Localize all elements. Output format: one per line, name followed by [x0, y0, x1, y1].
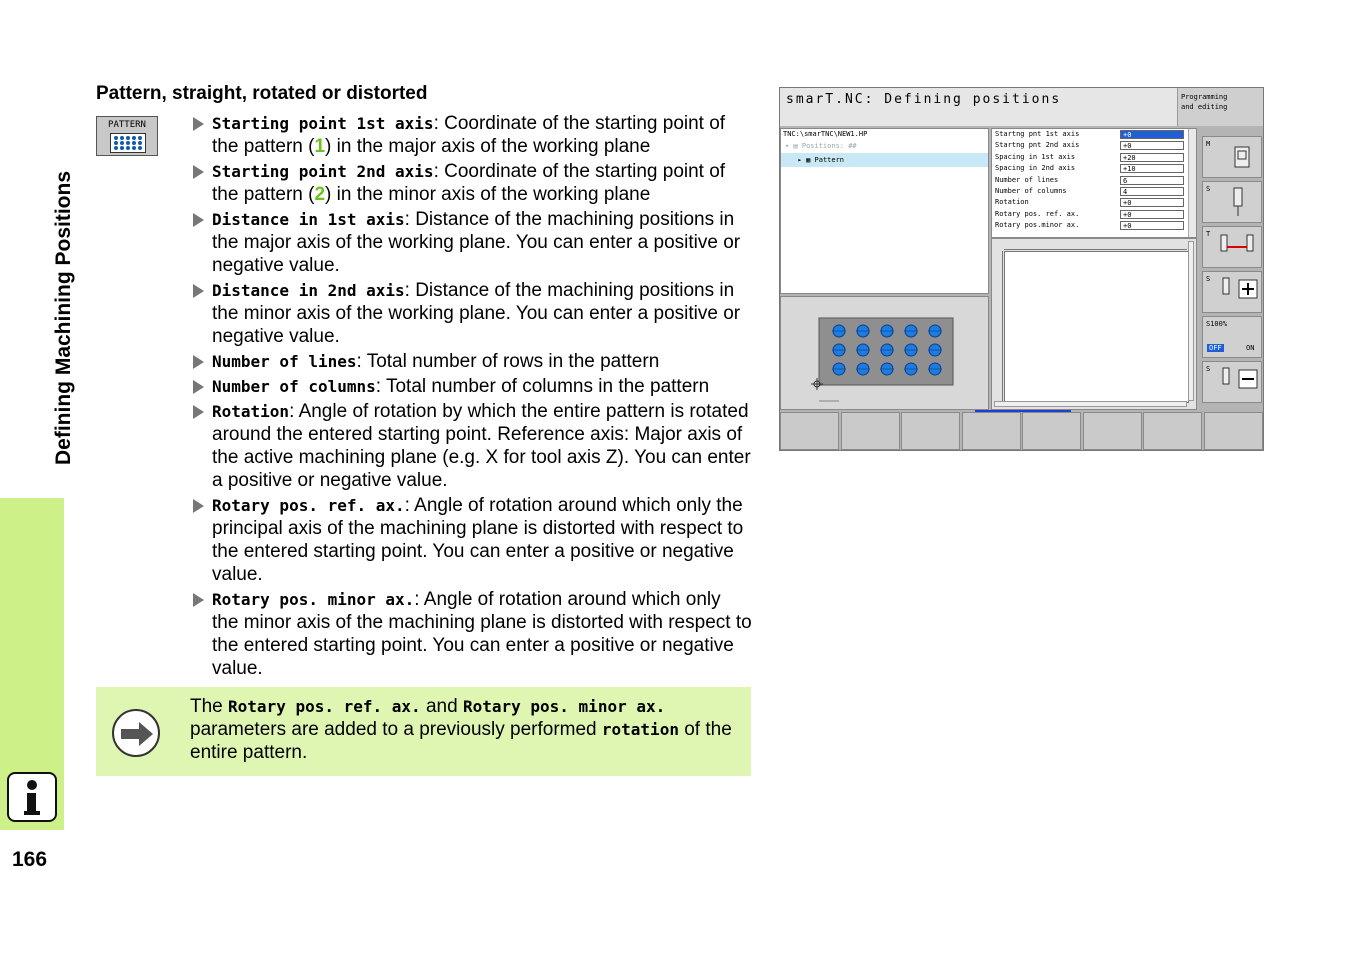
param-row	[992, 175, 1196, 186]
param-description: : Angle of rotation by which the entire pattern is rotated around the entered starting point. Reference axis: Major axis of the active machining plane (e.g. X for tool axis Z). You can enter a positive or negative value.	[212, 401, 751, 491]
pattern-preview	[780, 296, 989, 410]
softkey-empty[interactable]	[780, 412, 839, 450]
grid-dot	[138, 146, 142, 150]
softkey-empty[interactable]	[962, 412, 1021, 450]
minus-icon	[1203, 362, 1263, 404]
param-name: Distance in 2nd axis	[212, 281, 405, 300]
param-row	[992, 163, 1196, 174]
triangle-bullet-icon	[193, 117, 204, 131]
param-name: Number of lines	[212, 352, 357, 371]
param-name: Number of columns	[212, 377, 376, 396]
grid-dot	[114, 136, 118, 140]
list-item	[192, 112, 752, 158]
grid-dot	[114, 146, 118, 150]
grid-dot	[132, 141, 136, 145]
param-label: Spacing in 2nd axis	[995, 164, 1076, 173]
triangle-bullet-icon	[193, 355, 204, 369]
param-value-field[interactable]: +10	[1120, 164, 1184, 173]
chapter-title: Defining Machining Positions	[52, 171, 75, 465]
param-description: : Coordinate of the starting point of the pattern (	[212, 113, 726, 157]
param-row	[992, 209, 1196, 220]
param-row	[992, 140, 1196, 151]
softkey-empty[interactable]	[901, 412, 960, 450]
param-name: Rotation	[212, 402, 290, 421]
softkey-empty[interactable]	[1143, 412, 1202, 450]
off-label: OFF	[1209, 344, 1222, 352]
param-label: Rotary pos.minor ax.	[995, 221, 1080, 230]
list-item	[192, 494, 752, 586]
note-box	[96, 687, 751, 776]
param-name: Starting point 1st axis	[212, 114, 434, 133]
mode-line: Programming	[1181, 93, 1228, 101]
machine-icon	[1203, 137, 1263, 179]
param-label: Startng pnt 1st axis	[995, 130, 1080, 138]
param-name: Distance in 1st axis	[212, 210, 405, 229]
param-name: Rotary pos. minor ax.	[212, 590, 415, 609]
list-item	[192, 588, 752, 680]
pattern-preview-graphic	[781, 297, 990, 411]
softkey-t[interactable]: T	[1202, 226, 1262, 268]
grid-dot	[132, 146, 136, 150]
softkey-m[interactable]: M	[1202, 136, 1262, 178]
vertical-softkeys	[1200, 128, 1264, 410]
arrow-right-icon	[112, 709, 160, 757]
param-description: : Distance of the machining positions in the minor axis of the working plane. You can enter a positive or negative value.	[212, 280, 741, 347]
param-row	[992, 220, 1196, 231]
control-screenshot	[779, 87, 1264, 451]
softkey-empty[interactable]	[1204, 412, 1263, 450]
screen-title: smarT.NC: Defining positions	[780, 88, 1178, 126]
on-label: ON	[1246, 344, 1255, 352]
param-description: : Angle of rotation around which only the minor axis of the machining plane is distorted with respect to the entered starting point. You can enter a positive or negative value.	[212, 589, 752, 679]
softkey-feed[interactable]: S100% OFF ON	[1202, 316, 1262, 358]
param-name: rotation	[601, 720, 679, 739]
param-name: Starting point 2nd axis	[212, 162, 434, 181]
softkey-empty[interactable]	[841, 412, 900, 450]
position-number: 2	[314, 184, 326, 205]
program-tree	[780, 128, 989, 294]
list-item	[192, 400, 752, 492]
softkey-empty[interactable]	[1083, 412, 1142, 450]
section-heading: Pattern, straight, rotated or distorted	[96, 83, 428, 104]
param-description: : Coordinate of the starting point of the pattern (	[212, 161, 726, 205]
operating-mode	[1178, 88, 1264, 126]
param-description: ) in the minor axis of the working plane	[325, 184, 651, 205]
param-label: Number of lines	[995, 175, 1059, 184]
grid-dot	[120, 136, 124, 140]
parameter-form	[991, 128, 1197, 238]
grid-dot	[126, 141, 130, 145]
param-row	[992, 197, 1196, 208]
param-value-field[interactable]: +0	[1120, 141, 1184, 150]
triangle-bullet-icon	[193, 380, 204, 394]
list-item	[192, 375, 752, 398]
param-name: Rotary pos. minor ax.	[462, 697, 666, 716]
graphics-canvas	[1004, 251, 1189, 403]
triangle-bullet-icon	[193, 405, 204, 419]
param-description: : Angle of rotation around which only the principal axis of the machining plane is distorted with respect to the entered starting point. You can enter a positive or negative value.	[212, 495, 744, 585]
param-value-field[interactable]: +0	[1120, 210, 1184, 219]
param-label: Rotary pos. ref. ax.	[995, 209, 1080, 218]
list-item	[192, 208, 752, 277]
param-name: Rotary pos. ref. ax.	[228, 697, 421, 716]
param-label: Startng pnt 2nd axis	[995, 141, 1080, 150]
param-description: ) in the major axis of the working plane	[325, 136, 651, 157]
param-description: : Total number of columns in the pattern	[375, 376, 710, 397]
grid-dot	[132, 136, 136, 140]
param-label: Number of columns	[995, 186, 1067, 195]
triangle-bullet-icon	[193, 165, 204, 179]
vertical-ruler	[994, 251, 1003, 401]
param-row	[992, 152, 1196, 163]
list-item	[192, 160, 752, 206]
param-value-field[interactable]: +0	[1120, 198, 1184, 207]
page-number: 166	[12, 848, 48, 871]
graphics-window	[991, 238, 1197, 410]
triangle-bullet-icon	[193, 213, 204, 227]
pattern-softkey[interactable]	[96, 116, 158, 156]
grid-dot	[138, 141, 142, 145]
grid-dot	[120, 141, 124, 145]
spindle-icon	[1203, 182, 1263, 224]
triangle-bullet-icon	[193, 499, 204, 513]
softkey-s-minus[interactable]: S	[1202, 361, 1262, 403]
softkey-empty[interactable]	[1022, 412, 1081, 450]
softkey-s-plus[interactable]: S	[1202, 271, 1262, 313]
plus-icon	[1203, 272, 1263, 314]
triangle-bullet-icon	[193, 593, 204, 607]
grid-dot	[126, 136, 130, 140]
grid-dot	[114, 141, 118, 145]
pattern-softkey-label: PATTERN	[108, 120, 146, 130]
parameter-list	[192, 112, 752, 682]
grid-dot	[126, 146, 130, 150]
grid-dot	[138, 136, 142, 140]
list-item	[192, 279, 752, 348]
param-row	[992, 186, 1196, 197]
tool-change-icon	[1203, 227, 1263, 269]
param-name: Rotary pos. ref. ax.	[212, 496, 405, 515]
horizontal-scrollbar[interactable]	[994, 401, 1187, 407]
mode-line: and editing	[1181, 103, 1228, 111]
param-value-field[interactable]: 6	[1120, 176, 1184, 185]
param-value-field[interactable]: +20	[1120, 153, 1184, 162]
grid-dot	[120, 146, 124, 150]
vertical-scrollbar[interactable]	[1188, 241, 1194, 401]
param-value-field[interactable]: +0	[1120, 130, 1184, 139]
tree-item-pattern[interactable]: ▸ ▦ Pattern	[781, 153, 988, 167]
param-label: Rotation	[995, 198, 1029, 207]
info-icon	[7, 772, 57, 822]
param-row	[992, 129, 1196, 140]
param-value-field[interactable]: +0	[1120, 221, 1184, 230]
horizontal-ruler	[1004, 241, 1187, 250]
param-description: : Distance of the machining positions in the major axis of the working plane. You can enter a positive or negative value.	[212, 209, 741, 276]
position-number: 1	[314, 136, 326, 157]
triangle-bullet-icon	[193, 284, 204, 298]
pattern-grid-icon	[110, 133, 146, 153]
softkey-s[interactable]: S	[1202, 181, 1262, 223]
list-item	[192, 350, 752, 373]
param-description: : Total number of rows in the pattern	[356, 351, 660, 372]
param-label: Spacing in 1st axis	[995, 152, 1076, 161]
file-path: TNC:\smarTNC\NEW1.HP	[783, 130, 868, 138]
tree-item-positions[interactable]: ▾ ▤ Positions: ##	[785, 142, 857, 150]
note-text: The Rotary pos. ref. ax. and Rotary pos. minor ax. parameters are added to a previously performed rotation of the entire pattern.	[190, 696, 732, 763]
param-value-field[interactable]: 4	[1120, 187, 1184, 196]
horizontal-softkeys	[780, 412, 1264, 451]
